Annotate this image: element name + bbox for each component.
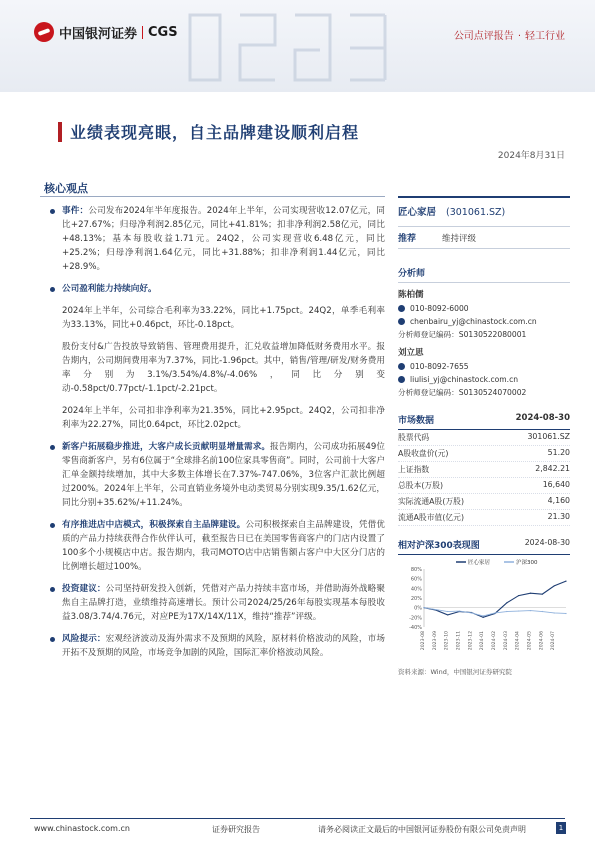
phone-icon [398, 363, 405, 370]
legend-label: 沪深300 [516, 560, 538, 566]
analyst-email-text: chenbairu_yj@chinastock.com.cn [410, 317, 537, 326]
data-point [542, 611, 543, 612]
x-tick-label: 2024-04 [515, 631, 521, 651]
main-body [50, 204, 385, 668]
report-date: 2024年8月31日 [497, 151, 565, 161]
analyst-phone [398, 302, 570, 315]
page-number: 1 [556, 822, 566, 834]
logo-icon [34, 22, 54, 42]
market-data-value: 16,640 [542, 480, 570, 489]
data-point [483, 617, 484, 618]
data-point [542, 594, 543, 595]
section-divider [40, 196, 385, 197]
analyst-email-text: liulisi_yj@chinastock.com.cn [410, 375, 519, 384]
category-dot: · [517, 31, 521, 42]
x-tick-label: 2024-02 [492, 631, 497, 651]
paragraph [50, 632, 385, 660]
y-tick-label: -20% [409, 615, 422, 622]
data-point [530, 610, 531, 611]
data-point [506, 602, 507, 603]
data-point [423, 607, 424, 608]
paragraph-text: 2024年上半年，公司综合毛利率为33.22%，同比+1.75pct。24Q2，单季毛利率为33.13%，同比+0.46pct，环比-0.18pct。 [62, 306, 385, 330]
data-point [459, 610, 460, 611]
analyst-name-text: 刘立思 [398, 348, 424, 358]
phone-icon [398, 305, 405, 312]
category-report: 公司点评报告 [453, 31, 514, 42]
rating-row [398, 226, 570, 249]
footer-label: 证券研究报告 [212, 825, 260, 834]
paragraph [50, 204, 385, 274]
paragraph [50, 304, 385, 332]
paragraph-text: 股份支付&广告投放导致销售、管理费用提升，汇兑收益增加降低财务费用水平。报告期内，公司期间费用率为7.37%，同比-1.96pct。其中，销售/管理/研发/财务费用率分别为3.1%/3.54%/4.8%/-4.06%，同比分别变动-0.58pct/0.77pct/-1.1pct/-2.21pct。 [62, 342, 385, 394]
x-tick-label: 2024-05 [527, 631, 533, 651]
company-label: 匠心家居 [398, 207, 437, 218]
y-tick-label: 0% [414, 605, 422, 612]
market-data-value: 4,160 [547, 496, 570, 505]
bullet-icon [50, 637, 55, 642]
rating-value: 维持评级 [442, 233, 477, 244]
paragraph [50, 440, 385, 510]
market-data-row [398, 430, 570, 446]
market-data-value: 21.30 [547, 512, 570, 521]
banner-decoration-icon [180, 10, 400, 90]
data-point [494, 612, 495, 613]
x-tick-label: 2024-01 [480, 631, 486, 651]
analyst-card [398, 289, 570, 341]
data-point [554, 612, 555, 613]
x-tick-label: 2024-07 [551, 631, 557, 651]
y-tick-label: 20% [410, 596, 422, 602]
analyst-phone [398, 360, 570, 373]
bullet-icon [50, 587, 55, 592]
paragraph-lead: 风险提示： [62, 634, 106, 644]
analyst-email[interactable] [398, 315, 570, 328]
market-data-value: 51.20 [547, 448, 570, 457]
bullet-icon [50, 209, 55, 214]
chart-source: 资料来源：Wind，中国银河证券研究院 [398, 668, 512, 676]
x-tick-label: 2024-03 [503, 631, 509, 651]
paragraph [50, 282, 385, 296]
rating-label: 推荐 [398, 234, 417, 244]
data-point [471, 612, 472, 613]
email-icon [398, 318, 405, 325]
y-tick-label: -40% [409, 625, 422, 631]
market-data-title: 市场数据 [398, 416, 435, 426]
report-title: 业绩表现亮眼，自主品牌建设顺利启程 [70, 123, 360, 142]
logo-en-text: CGS [148, 24, 178, 40]
market-data-key: 股票代码 [398, 433, 430, 442]
data-point [483, 615, 484, 616]
market-data-key: 上证指数 [398, 465, 430, 474]
data-point [506, 611, 507, 612]
analyst-name-text: 陈柏儒 [398, 290, 424, 300]
market-data-key: 总股本(万股) [398, 481, 444, 490]
data-point [518, 610, 519, 611]
footer-url[interactable]: www.chinastock.com.cn [34, 824, 130, 833]
market-data-key: 实际流通A股(万股) [398, 497, 464, 506]
paragraph-lead: 事件： [62, 206, 89, 216]
market-data-row [398, 510, 570, 526]
bullet-icon [50, 287, 55, 292]
legend-label: 匠心家居 [468, 560, 491, 566]
paragraph [50, 404, 385, 432]
y-tick-label: 40% [410, 586, 422, 593]
paragraph-text: 2024年上半年，公司扣非净利率为21.35%，同比+2.95pct。24Q2，公司扣非净利率为22.27%，同比0.64pct，环比2.02pct。 [62, 406, 385, 430]
market-data-row [398, 462, 570, 478]
email-icon [398, 376, 405, 383]
market-data-table [398, 430, 570, 526]
x-tick-label: 2023-12 [468, 631, 474, 651]
analyst-list [398, 289, 570, 399]
data-point [554, 585, 555, 586]
y-tick-label: 80% [410, 567, 422, 573]
series-line-1 [424, 608, 566, 616]
market-data-value: 2,842.21 [535, 464, 570, 473]
data-point [530, 593, 531, 594]
chart-date: 2024-08-30 [524, 538, 570, 547]
data-point [447, 614, 448, 615]
paragraph-lead: 有序推进店中店模式，积极探索自主品牌建设。 [62, 520, 246, 530]
analyst-cert-text: 分析师登记编码：S0130524070002 [398, 388, 527, 397]
footer-divider [30, 818, 565, 819]
market-data-date: 2024-08-30 [515, 413, 570, 423]
paragraph-text: 报告期内，公司成功拓展49位零售商新客户，另有6位属于“全球排名前100位家具零售商”。同时，公司前十大客户汇单金额持续增加，其中大多数主体增长在7.37%-747.06%，3位客户汇款比例超过200%。2024年上半年，公司直销业务境外电动类贸易分别实现9.35/1.62亿元，同比分别+35.62%/+11.24%。 [62, 442, 385, 508]
market-data-row [398, 478, 570, 494]
logo-divider [142, 26, 143, 39]
analyst-cert-text: 分析师登记编码：S0130522080001 [398, 330, 527, 339]
analyst-cert [398, 328, 570, 341]
market-data-row [398, 494, 570, 510]
bullet-icon [50, 445, 55, 450]
data-point [447, 611, 448, 612]
data-point [518, 595, 519, 596]
paragraph-lead: 公司盈利能力持续向好。 [62, 284, 157, 294]
y-tick-label: 60% [410, 576, 422, 583]
market-data-key: 流通A股市值(亿元) [398, 513, 464, 522]
performance-chart [398, 555, 570, 663]
sidebar [398, 196, 570, 676]
market-data-key: A股收盘价(元) [398, 449, 449, 458]
paragraph-text: 公司积极探索自主品牌建设，凭借优质的产品力持续获得合作伙伴认可，截至报告日已在美国零售商客户的门店内设置了100多个小规模店中店。报告期内，我司MOTO店中店销售额占客户中大区分门店的比例增长超过100%。 [62, 520, 385, 572]
paragraph-text: 公司发布2024年半年度报告。2024年上半年，公司实现营收12.07亿元，同比+27.67%；归母净利润2.85亿元，同比+41.81%；扣非净利润2.58亿元，同比+48.13%；基本每股收益1.71元。24Q2，公司实现营收6.48亿元，同比+25.2%；归母净利润1.64亿元，同比+31.88%；扣非净利润1.44亿元，同比+28.9%。 [62, 206, 385, 272]
analyst-head: 分析师 [398, 263, 570, 283]
company-box [398, 196, 570, 249]
header-banner [0, 0, 595, 92]
paragraph-text: 公司坚持研发投入创新，凭借对产品力持续丰富市场，并借助海外战略聚焦自主品牌打造，业绩维持高速增长。预计公司2024/25/26年每股实现基本每股收益3.08/3.74/4.76元，对应PE为17X/14X/11X，维持“推荐”评级。 [62, 584, 385, 622]
logo-cn-text: 中国银河证券 [59, 26, 138, 42]
paragraph [50, 582, 385, 624]
paragraph [50, 518, 385, 574]
analyst-phone-text: 010-8092-6000 [410, 304, 469, 313]
x-tick-label: 2023-08 [421, 631, 426, 651]
bullet-icon [50, 523, 55, 528]
analyst-name [398, 289, 570, 302]
market-data-row [398, 446, 570, 462]
analyst-phone-text: 010-8092-7655 [410, 362, 469, 371]
analyst-email[interactable] [398, 373, 570, 386]
report-category [454, 27, 565, 42]
section-title: 核心观点 [44, 182, 88, 195]
data-point [435, 609, 436, 610]
chart-head [398, 538, 570, 555]
x-tick-label: 2024-06 [539, 631, 545, 651]
analyst-name [398, 347, 570, 360]
x-tick-label: 2023-11 [456, 631, 462, 651]
data-point [565, 580, 566, 581]
category-industry: 轻工行业 [525, 31, 565, 42]
market-data-head [398, 413, 570, 430]
paragraph-lead: 投资建议： [62, 584, 106, 594]
company-code: (301061.SZ) [446, 207, 506, 218]
analyst-cert [398, 386, 570, 399]
x-tick-label: 2023-10 [444, 631, 450, 651]
footer-disclaimer: 请务必阅读正文最后的中国银河证券股份有限公司免责声明 [318, 825, 526, 834]
paragraph-text: 宏观经济波动及海外需求不及预期的风险，原材料价格波动的风险，市场开拓不及预期的风险，市场竞争加剧的风险，国际汇率价格波动风险。 [62, 634, 385, 658]
title-accent-bar [58, 122, 62, 142]
brand-logo [34, 22, 178, 42]
chart-title: 相对沪深300表现图 [398, 541, 480, 551]
x-tick-label: 2023-09 [432, 631, 438, 651]
paragraph-lead: 新客户拓展稳步推进，大客户成长贡献明显增量需求。 [62, 442, 271, 452]
paragraph [50, 340, 385, 396]
analyst-card [398, 347, 570, 399]
data-point [565, 613, 566, 614]
market-data-value: 301061.SZ [527, 432, 570, 441]
company-name [398, 204, 570, 218]
